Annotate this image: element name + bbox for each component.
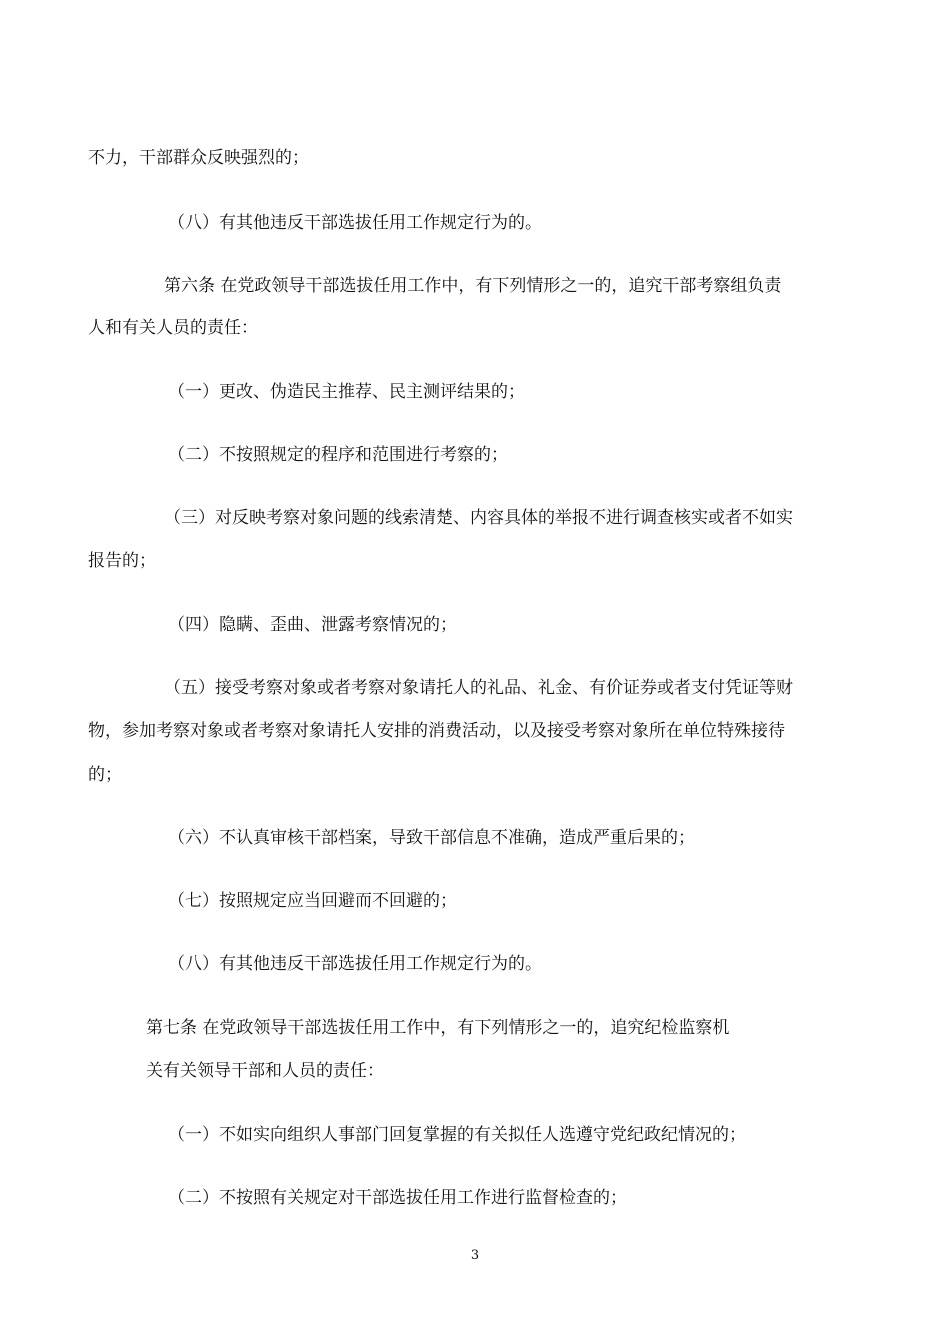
text-line: 物，参加考察对象或者考察对象请托人安排的消费活动，以及接受考察对象所在单位特殊接待 bbox=[88, 721, 785, 741]
text-line: 关有关领导干部和人员的责任： bbox=[146, 1061, 384, 1081]
text-line: （三）对反映考察对象问题的线索清楚、内容具体的举报不进行调查核实或者不如实 bbox=[164, 508, 793, 528]
text-line: （八）有其他违反干部选拔任用工作规定行为的。 bbox=[168, 954, 542, 974]
text-line: （六）不认真审核干部档案，导致干部信息不准确，造成严重后果的； bbox=[168, 828, 695, 848]
text-line: （五）接受考察对象或者考察对象请托人的礼品、礼金、有价证券或者支付凭证等财 bbox=[164, 678, 793, 698]
page-number: 3 bbox=[470, 1248, 480, 1263]
text-line: 不力，干部群众反映强烈的； bbox=[88, 148, 309, 168]
article-heading: 第六条 在党政领导干部选拔任用工作中，有下列情形之一的，追究干部考察组负责 bbox=[164, 276, 782, 296]
article-heading: 第七条 在党政领导干部选拔任用工作中，有下列情形之一的，追究纪检监察机 bbox=[146, 1018, 730, 1038]
text-line: （二）不按照有关规定对干部选拔任用工作进行监督检查的； bbox=[168, 1188, 627, 1208]
text-line: 报告的； bbox=[88, 551, 156, 571]
text-line: 人和有关人员的责任： bbox=[88, 318, 258, 338]
text-line: （一）更改、伪造民主推荐、民主测评结果的； bbox=[168, 382, 525, 402]
text-line: （四）隐瞒、歪曲、泄露考察情况的； bbox=[168, 615, 457, 635]
text-line: （八）有其他违反干部选拔任用工作规定行为的。 bbox=[168, 213, 542, 233]
text-line: 的； bbox=[88, 765, 122, 785]
text-line: （二）不按照规定的程序和范围进行考察的； bbox=[168, 445, 508, 465]
text-line: （七）按照规定应当回避而不回避的； bbox=[168, 891, 457, 911]
text-line: （一）不如实向组织人事部门回复掌握的有关拟任人选遵守党纪政纪情况的； bbox=[168, 1125, 746, 1145]
